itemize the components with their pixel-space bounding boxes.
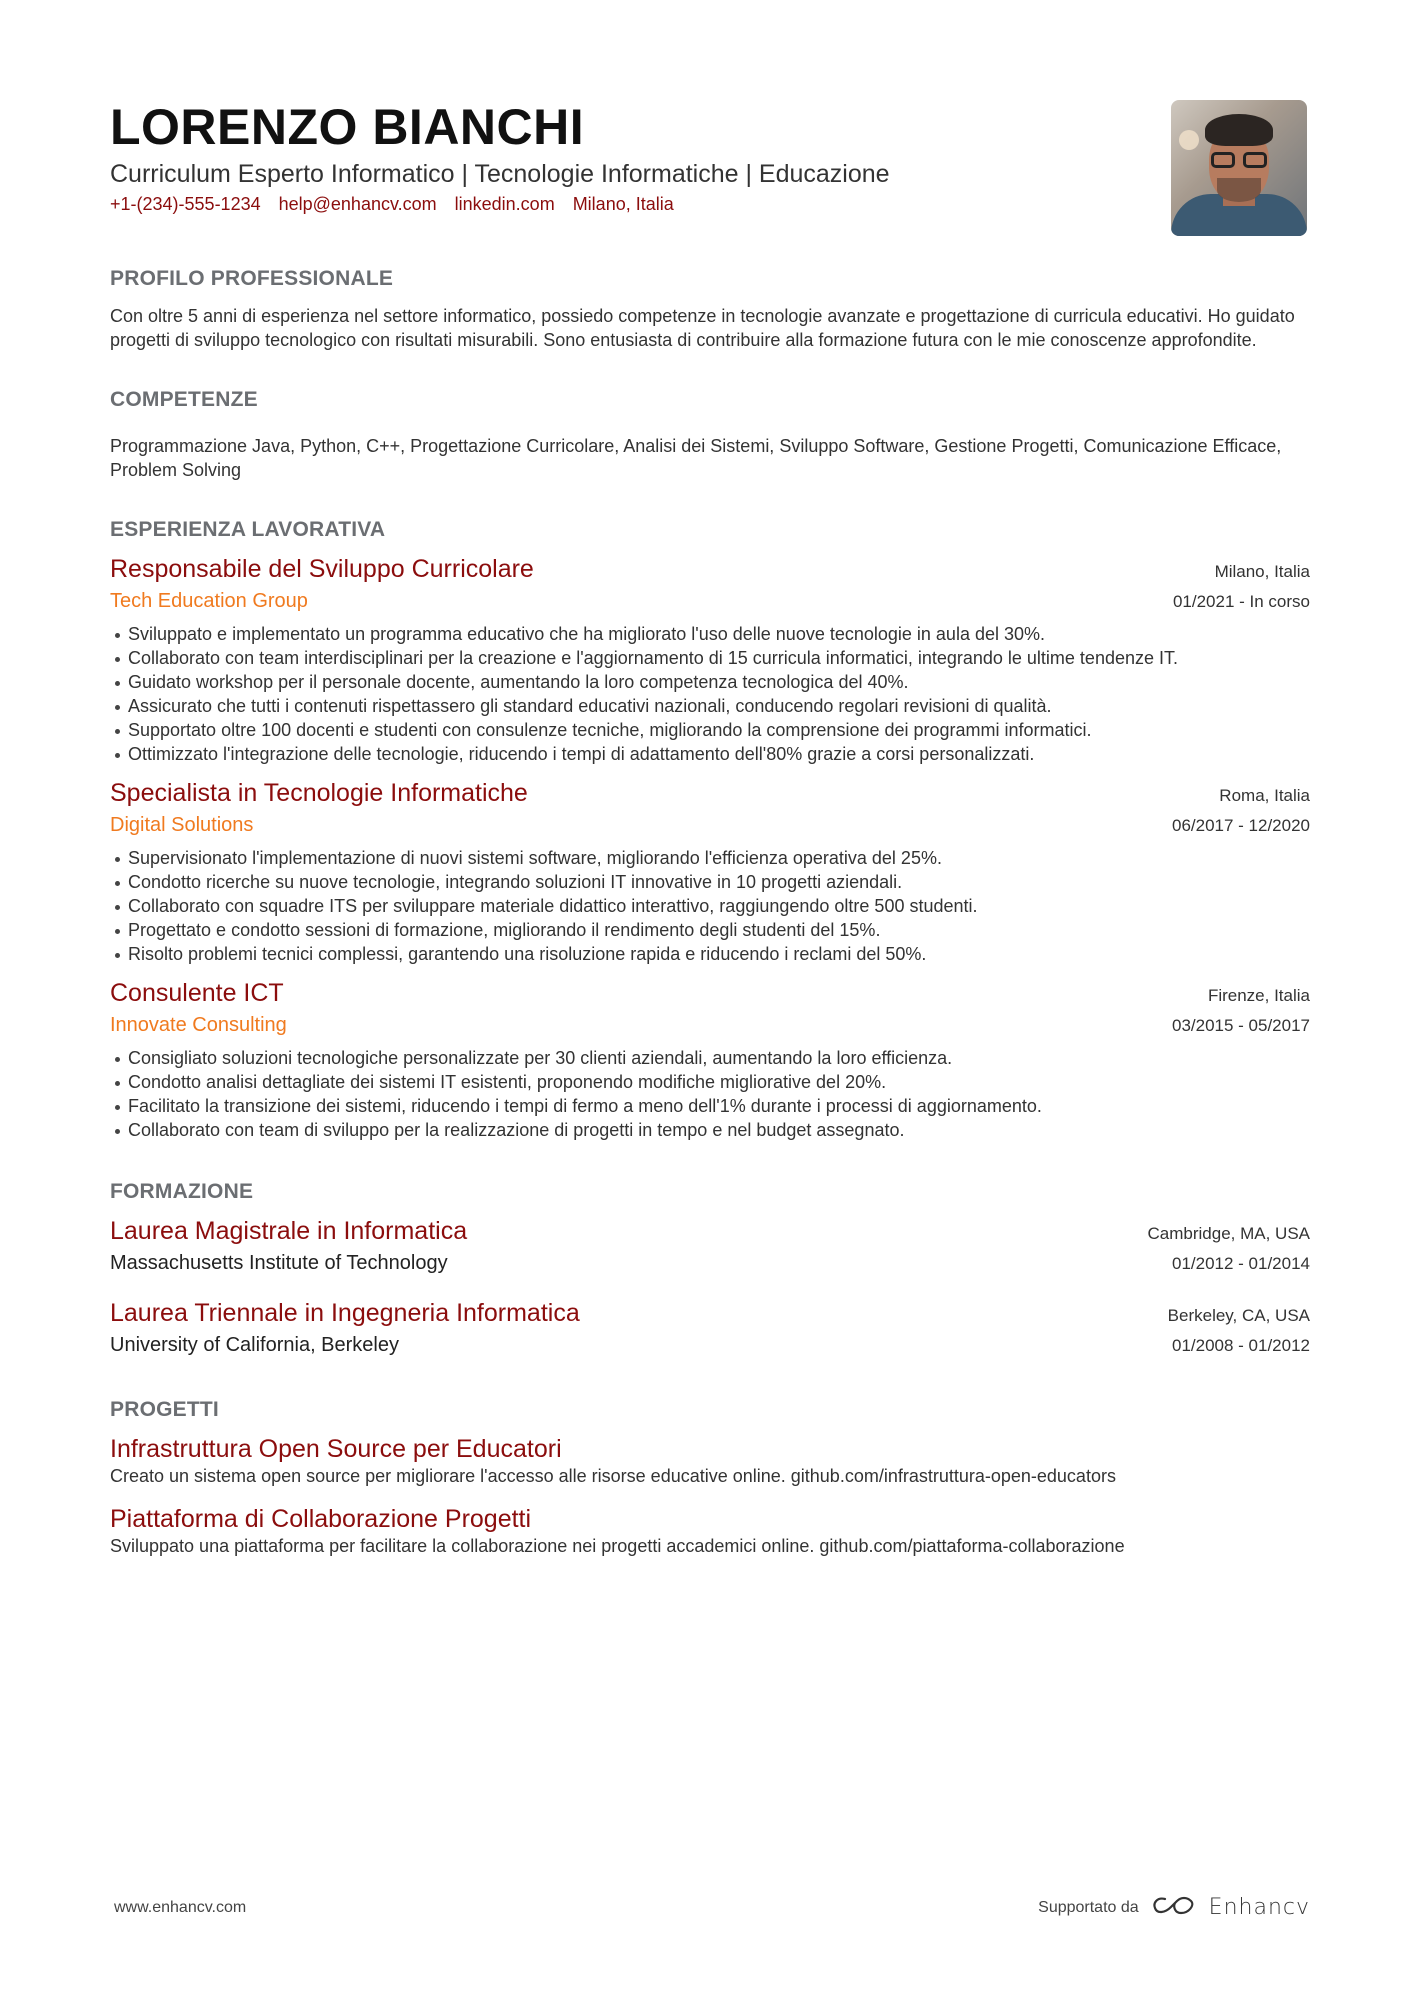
skills-list: Programmazione Java, Python, C++, Progettazione Curricolare, Analisi dei Sistemi, Sviluppo Software, Gestione Progetti, Comunicazione Efficace, Problem Solving [110, 436, 1282, 480]
resume-page [110, 0, 1310, 1995]
bullet-item: Risolto problemi tecnici complessi, garantendo una risoluzione rapida e riducendo i reclami del 50%. [110, 942, 1310, 966]
education-location: Berkeley, CA, USA [1167, 1306, 1310, 1325]
project-title: Piattaforma di Collaborazione Progetti [110, 1505, 532, 1533]
resume-header [110, 0, 1310, 245]
photo-hair [1205, 114, 1273, 146]
powered-by-label: Supportato da [1038, 1898, 1139, 1916]
experience-entry [110, 778, 1310, 966]
education-location: Cambridge, MA, USA [1147, 1224, 1310, 1243]
section-projects [110, 1396, 1310, 1558]
education-dates: 01/2012 - 01/2014 [1171, 1254, 1310, 1273]
bullet-item: Guidato workshop per il personale docente, aumentando la loro competenza tecnologica del 40%. [110, 670, 1310, 694]
job-company: Tech Education Group [110, 590, 308, 612]
project-description: Creato un sistema open source per migliorare l'accesso alle risorse educative online. github.com/infrastruttura-open-educators [110, 1466, 1116, 1486]
bullet-item: Collaborato con team di sviluppo per la realizzazione di progetti in tempo e nel budget assegnato. [110, 1118, 1310, 1142]
section-heading-profile: PROFILO PROFESSIONALE [110, 267, 394, 290]
section-education [110, 1178, 1310, 1360]
education-institution: Massachusetts Institute of Technology [110, 1252, 448, 1274]
footer-website-link[interactable]: www.enhancv.com [114, 1898, 247, 1916]
bullet-item: Facilitato la transizione dei sistemi, riducendo i tempi di fermo a meno dell'1% durante i processi di aggiornamento. [110, 1094, 1310, 1118]
job-dates: 06/2017 - 12/2020 [1171, 816, 1310, 835]
bullet-item: Ottimizzato l'integrazione delle tecnologie, riducendo i tempi di adattamento dell'80% grazie a corsi personalizzati. [110, 742, 1310, 766]
page-footer [110, 1893, 1310, 1922]
job-title: Consulente ICT [110, 979, 284, 1007]
job-bullets [110, 1046, 1310, 1142]
bullet-item: Consigliato soluzioni tecnologiche personalizzate per 30 clienti aziendali, aumentando la loro efficienza. [110, 1046, 1310, 1070]
section-experience [110, 516, 1310, 1142]
bullet-item: Condotto analisi dettagliate dei sistemi IT esistenti, proponendo modifiche migliorative del 20%. [110, 1070, 1310, 1094]
photo-background-light [1179, 130, 1199, 150]
project-title: Infrastruttura Open Source per Educatori [110, 1435, 562, 1463]
project-description: Sviluppato una piattaforma per facilitare la collaborazione nei progetti accademici online. github.com/piattaforma-collaborazione [110, 1536, 1125, 1556]
bullet-item: Supervisionato l'implementazione di nuovi sistemi software, migliorando l'efficienza operativa del 25%. [110, 846, 1310, 870]
project-entry [110, 1504, 1310, 1558]
section-skills [110, 386, 1310, 482]
bullet-item: Collaborato con team interdisciplinari per la creazione e l'aggiornamento di 15 curricula informatici, integrando le ultime tendenze IT. [110, 646, 1310, 670]
bullet-item: Sviluppato e implementato un programma educativo che ha migliorato l'uso delle nuove tecnologie in aula del 30%. [110, 622, 1310, 646]
job-title: Specialista in Tecnologie Informatiche [110, 779, 528, 807]
education-institution: University of California, Berkeley [110, 1334, 399, 1356]
bullet-item: Supportato oltre 100 docenti e studenti con consulenze tecniche, migliorando la comprensione dei programmi informatici. [110, 718, 1310, 742]
bullet-item: Progettato e condotto sessioni di formazione, migliorando il rendimento degli studenti del 15%. [110, 918, 1310, 942]
experience-entry [110, 554, 1310, 766]
job-bullets [110, 622, 1310, 766]
brand-name: Enhancv [1208, 1895, 1310, 1920]
section-profile [110, 265, 1310, 352]
contact-location: Milano, Italia [572, 194, 674, 214]
degree-title: Laurea Magistrale in Informatica [110, 1217, 468, 1245]
contact-list [110, 192, 1310, 216]
section-heading-education: FORMAZIONE [110, 1180, 254, 1203]
job-location: Milano, Italia [1214, 562, 1310, 581]
job-title: Responsabile del Sviluppo Curricolare [110, 555, 534, 583]
experience-entry [110, 978, 1310, 1142]
job-bullets [110, 846, 1310, 966]
job-dates: 01/2021 - In corso [1172, 592, 1310, 611]
footer-branding [1038, 1893, 1310, 1922]
enhancv-logo-icon [1151, 1893, 1197, 1922]
job-dates: 03/2015 - 05/2017 [1171, 1016, 1310, 1035]
section-heading-projects: PROGETTI [110, 1398, 219, 1421]
contact-phone[interactable]: +1-(234)-555-1234 [110, 194, 261, 214]
education-dates: 01/2008 - 01/2012 [1171, 1336, 1310, 1355]
photo-beard [1217, 178, 1261, 202]
job-company: Innovate Consulting [110, 1014, 287, 1036]
contact-email[interactable]: help@enhancv.com [278, 194, 437, 214]
photo-glasses [1211, 152, 1267, 168]
section-heading-skills: COMPETENZE [110, 388, 258, 411]
candidate-subtitle: Curriculum Esperto Informatico | Tecnologie Informatiche | Educazione [110, 160, 890, 188]
bullet-item: Assicurato che tutti i contenuti rispettassero gli standard educativi nazionali, conducendo regolari revisioni di qualità. [110, 694, 1310, 718]
profile-photo [1171, 100, 1307, 236]
section-heading-experience: ESPERIENZA LAVORATIVA [110, 518, 386, 541]
education-entry [110, 1216, 1310, 1278]
job-company: Digital Solutions [110, 814, 254, 836]
job-location: Roma, Italia [1219, 786, 1310, 805]
bullet-item: Condotto ricerche su nuove tecnologie, integrando soluzioni IT innovative in 10 progetti aziendali. [110, 870, 1310, 894]
bullet-item: Collaborato con squadre ITS per sviluppare materiale didattico interattivo, raggiungendo oltre 500 studenti. [110, 894, 1310, 918]
education-entry [110, 1298, 1310, 1360]
contact-linkedin[interactable]: linkedin.com [454, 194, 555, 214]
project-entry [110, 1434, 1310, 1488]
job-location: Firenze, Italia [1207, 986, 1310, 1005]
degree-title: Laurea Triennale in Ingegneria Informatica [110, 1299, 580, 1327]
candidate-name: LORENZO BIANCHI [110, 99, 585, 155]
profile-summary: Con oltre 5 anni di esperienza nel settore informatico, possiedo competenze in tecnologie avanzate e progettazione di curricula educativi. Ho guidato progetti di sviluppo tecnologico con risultati misurabili. Sono entusiasta di contribuire alla formazione futura con le mie conoscenze approfondite. [110, 306, 1295, 350]
